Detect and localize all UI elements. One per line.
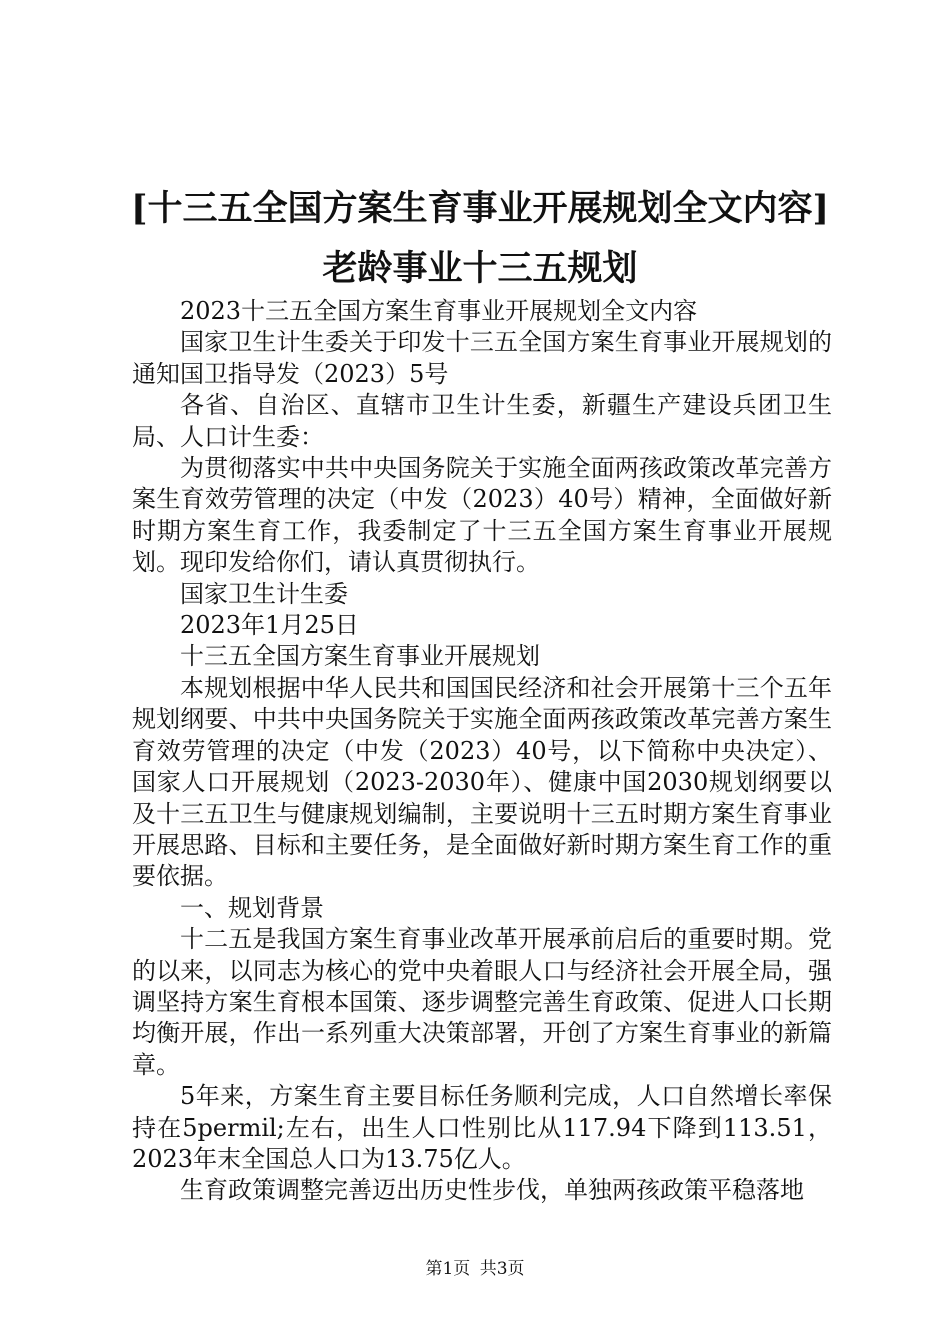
paragraph-background: 十二五是我国方案生育事业改革开展承前启后的重要时期。党的以来，以同志为核心的党中央着眼人口与经济社会开展全局，强调坚持方案生育根本国策、逐步调整完善生育政策、促进人口长期均衡开展，作出一系列重大决策部署，开创了方案生育事业的新篇章。 (132, 925, 832, 1079)
paragraph-notice-title: 国家卫生计生委关于印发十三五全国方案生育事业开展规划的通知国卫指导发（2023）5号 (132, 328, 832, 388)
paragraph-heading: 2023十三五全国方案生育事业开展规划全文内容 (180, 297, 698, 325)
paragraph-policy: 生育政策调整完善迈出历史性步伐，单独两孩政策平稳落地 (180, 1176, 804, 1205)
paragraph-plan-title: 十三五全国方案生育事业开展规划 (180, 642, 540, 671)
document-title-line-1: [十三五全国方案生育事业开展规划全文内容] (130, 188, 830, 229)
document-title-line-2: 老龄事业十三五规划 (322, 248, 638, 289)
page-footer (0, 1258, 950, 1280)
page-number: 第1页 (425, 1259, 471, 1279)
paragraph-plan-intro: 本规划根据中华人民共和国国民经济和社会开展第十三个五年规划纲要、中共中央国务院关于实施全面两孩政策改革完善方案生育效劳管理的决定（中发（2023）40号，以下简称中央决定）、国家人口开展规划（2023-2030年）、健康中国2030规划纲要以及十三五卫生与健康规划编制，主要说明十三五时期方案生育事业开展思路、目标和主要任务，是全面做好新时期方案生育工作的重要依据。 (132, 673, 832, 891)
paragraph-five-years: 5年来，方案生育主要目标任务顺利完成，人口自然增长率保持在5permil;左右，出生人口性别比从117.94下降到113.51，2023年末全国总人口为13.75亿人。 (132, 1082, 832, 1173)
paragraph-notice-body: 为贯彻落实中共中央国务院关于实施全面两孩政策改革完善方案生育效劳管理的决定（中发（2023）40号）精神，全面做好新时期方案生育工作，我委制定了十三五全国方案生育事业开展规划。现印发给你们，请认真贯彻执行。 (132, 454, 832, 577)
paragraph-date: 2023年1月25日 (180, 611, 359, 640)
section-heading-background: 一、规划背景 (180, 893, 324, 922)
page-total: 共3页 (479, 1259, 525, 1279)
document-body (132, 296, 832, 1207)
paragraph-issuer: 国家卫生计生委 (180, 579, 348, 608)
paragraph-addressees: 各省、自治区、直辖市卫生计生委，新疆生产建设兵团卫生局、人口计生委： (132, 391, 832, 451)
